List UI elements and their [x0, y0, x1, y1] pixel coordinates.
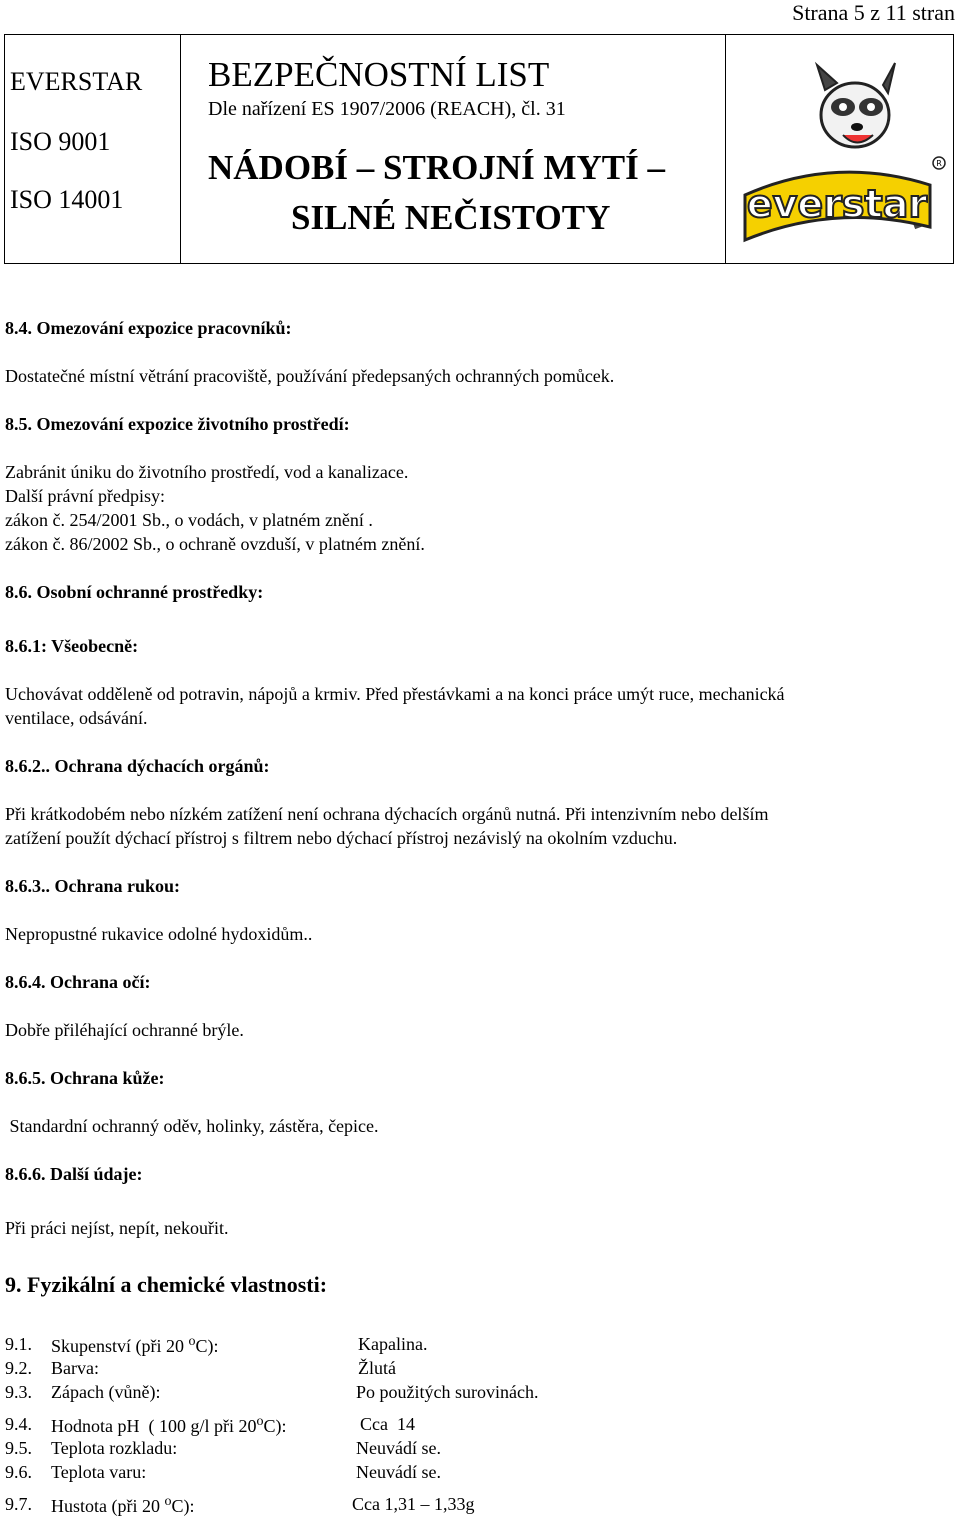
- property-number: 9.4.: [5, 1414, 32, 1434]
- section-8-6-6-heading: 8.6.6. Další údaje:: [5, 1164, 143, 1184]
- property-value: Po použitých surovinách.: [356, 1382, 539, 1402]
- company-name: EVERSTAR: [10, 67, 143, 96]
- certification-iso-9001: ISO 9001: [10, 127, 111, 156]
- header-title-column: [180, 35, 726, 263]
- section-8-5-heading: 8.5. Omezování expozice životního prostředí:: [5, 414, 350, 434]
- property-value: Neuvádí se.: [356, 1438, 441, 1458]
- property-number: 9.3.: [5, 1382, 32, 1402]
- property-label: Hodnota pH ( 100 g/l při 20$^o$C):: [51, 1414, 287, 1436]
- product-name: [208, 143, 665, 243]
- section-8-6-1-heading: 8.6.1: Všeobecně:: [5, 636, 139, 656]
- svg-text:R: R: [936, 159, 942, 168]
- document-title: BEZPEČNOSTNÍ LIST: [208, 55, 550, 94]
- document-header: [4, 34, 954, 264]
- property-value: Cca 1,31 – 1,33g: [352, 1494, 475, 1514]
- section-8-4-heading: 8.4. Omezování expozice pracovníků:: [5, 318, 292, 338]
- section-8-5-line4: zákon č. 86/2002 Sb., o ochraně ovzduší, v platném znění.: [5, 534, 425, 554]
- section-8-5-line3: zákon č. 254/2001 Sb., o vodách, v platném znění .: [5, 510, 373, 530]
- logo-wordmark: everstar: [746, 182, 928, 226]
- section-8-5-line1: Zabránit úniku do životního prostředí, vod a kanalizace.: [5, 462, 409, 482]
- section-8-6-6-text: Při práci nejíst, nepít, nekouřit.: [5, 1218, 229, 1238]
- property-number: 9.1.: [5, 1334, 32, 1354]
- section-9-heading: 9. Fyzikální a chemické vlastnosti:: [5, 1272, 328, 1297]
- property-label: Zápach (vůně):: [51, 1382, 161, 1402]
- header-company-column: [5, 35, 181, 263]
- section-8-6-4-heading: 8.6.4. Ochrana očí:: [5, 972, 151, 992]
- page-number: Strana 5 z 11 stran: [792, 0, 955, 25]
- product-name-line2: SILNÉ NEČISTOTY: [291, 198, 611, 237]
- property-value: Cca 14: [360, 1414, 415, 1434]
- header-logo-column: [725, 35, 953, 263]
- property-label: Barva:: [51, 1358, 99, 1378]
- property-value: Kapalina.: [358, 1334, 428, 1354]
- property-value: Neuvádí se.: [356, 1462, 441, 1482]
- property-number: 9.5.: [5, 1438, 32, 1458]
- section-8-5-line2: Další právní předpisy:: [5, 486, 165, 506]
- property-number: 9.7.: [5, 1494, 32, 1514]
- property-number: 9.2.: [5, 1358, 32, 1378]
- section-8-6-2-text-line2: zatížení použít dýchací přístroj s filtrem nebo dýchací přístroj nezávislý na okolním vzduchu.: [5, 828, 678, 848]
- property-label: Skupenství (při 20 $^o$C):: [51, 1334, 219, 1356]
- section-8-6-4-text: Dobře přiléhající ochranné brýle.: [5, 1020, 244, 1040]
- section-8-6-2-heading: 8.6.2.. Ochrana dýchacích orgánů:: [5, 756, 270, 776]
- product-name-line1: NÁDOBÍ – STROJNÍ MYTÍ –: [208, 148, 665, 187]
- section-8-6-5-heading: 8.6.5. Ochrana kůže:: [5, 1068, 165, 1088]
- section-8-4-text: Dostatečné místní větrání pracoviště, používání předepsaných ochranných pomůcek.: [5, 366, 615, 386]
- section-8-6-5-text: Standardní ochranný oděv, holinky, zástěra, čepice.: [5, 1116, 379, 1136]
- section-8-6-1-text-line2: ventilace, odsávání.: [5, 708, 148, 728]
- property-value: Žlutá: [358, 1358, 396, 1378]
- everstar-logo: [725, 35, 953, 263]
- section-8-6-3-text: Nepropustné rukavice odolné hydoxidům..: [5, 924, 313, 944]
- regulation-reference: Dle nařízení ES 1907/2006 (REACH), čl. 31: [208, 98, 566, 120]
- property-label: Hustota (při 20 $^o$C):: [51, 1494, 195, 1516]
- property-label: Teplota rozkladu:: [51, 1438, 178, 1458]
- section-8-6-1-text-line1: Uchovávat odděleně od potravin, nápojů a krmiv. Před přestávkami a na konci práce umýt ruce, mechanická: [5, 684, 785, 704]
- certification-iso-14001: ISO 14001: [10, 185, 124, 214]
- property-label: Teplota varu:: [51, 1462, 147, 1482]
- section-8-6-heading: 8.6. Osobní ochranné prostředky:: [5, 582, 264, 602]
- section-8-6-2-text-line1: Při krátkodobém nebo nízkém zatížení není ochrana dýchacích orgánů nutná. Při intenzivním nebo delším: [5, 804, 769, 824]
- section-8-6-3-heading: 8.6.3.. Ochrana rukou:: [5, 876, 181, 896]
- property-number: 9.6.: [5, 1462, 32, 1482]
